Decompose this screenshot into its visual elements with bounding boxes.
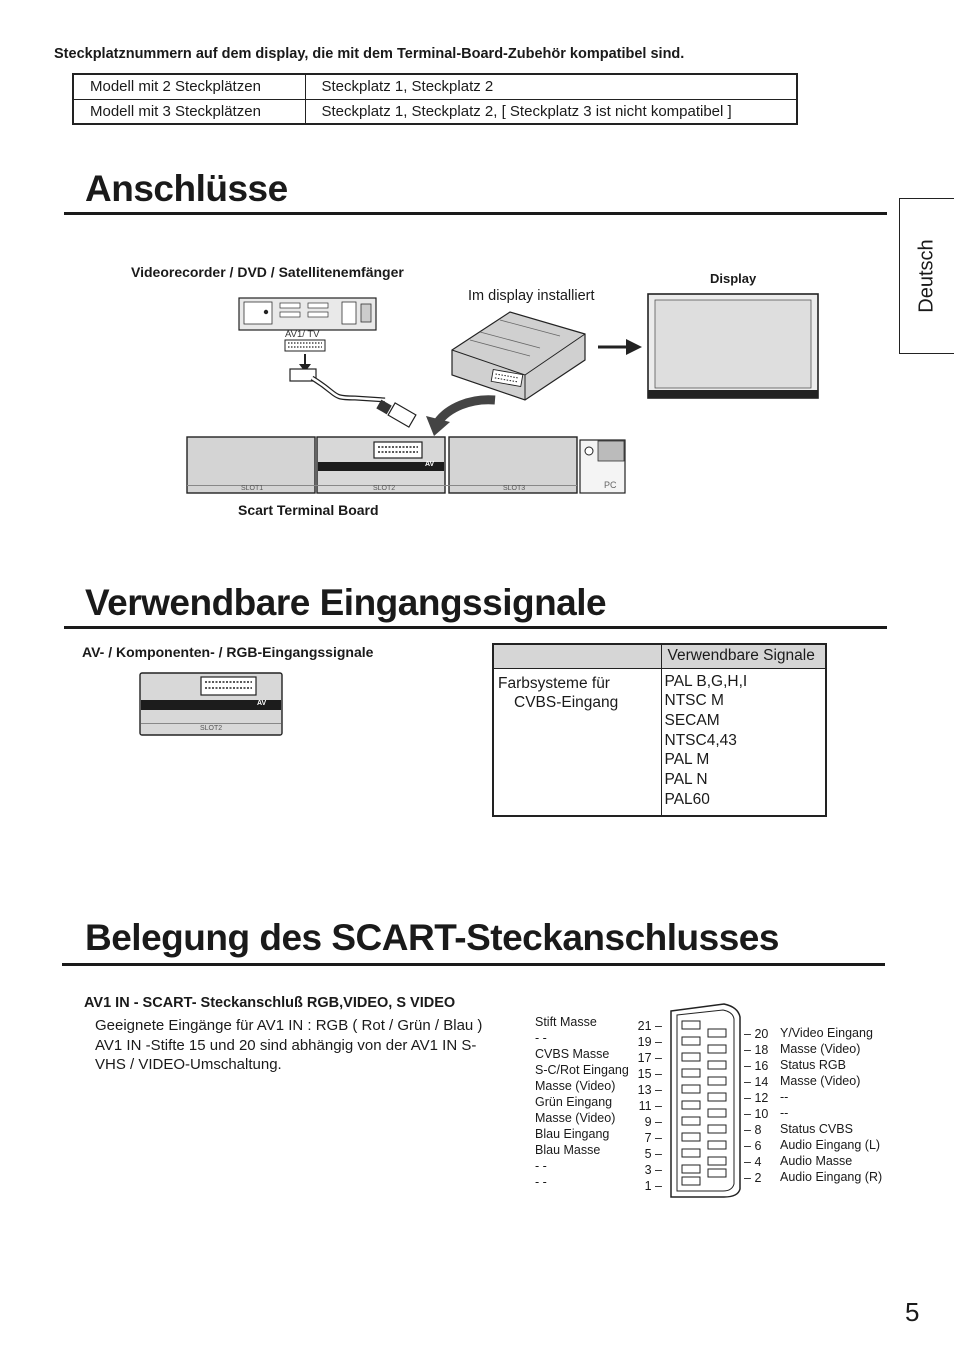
pin-number: – 12 <box>744 1091 769 1105</box>
scart-desc-line: VHS / VIDEO-Umschaltung. <box>95 1056 282 1073</box>
row-label-line2: CVBS-Eingang <box>514 693 619 711</box>
pin-label: Status RGB <box>780 1058 846 1072</box>
scart-connector-illustration <box>668 1001 744 1201</box>
pc-label: PC <box>604 480 617 490</box>
pin-number: 1 – <box>644 1179 662 1193</box>
even-pin-labels <box>780 1025 882 1185</box>
pin-label: Stift Masse <box>535 1015 597 1029</box>
language-tab-label: Deutsch <box>915 239 938 313</box>
slot3-label: SLOT3 <box>503 485 526 492</box>
pin-number: 21 – <box>637 1019 662 1033</box>
pin-label: -- <box>780 1090 789 1104</box>
slot-compatibility-table <box>72 73 798 125</box>
row-label-line1: Farbsysteme für <box>498 674 610 692</box>
section-title-scart: Belegung des SCART-Steckanschlusses <box>85 917 779 958</box>
pin-number: 13 – <box>637 1083 662 1097</box>
pin-label: Audio Eingang (L) <box>780 1138 881 1152</box>
pin-label: Masse (Video) <box>535 1079 616 1093</box>
pin-label: Status CVBS <box>780 1122 853 1136</box>
scart-desc-line: AV1 IN -Stifte 15 und 20 sind abhängig von der AV1 IN S- <box>95 1036 477 1054</box>
list-item: PAL N <box>664 771 708 789</box>
table-header-cell: Verwendbare Signale <box>661 644 826 668</box>
pin-number: – 20 <box>744 1027 769 1041</box>
section-divider <box>64 626 887 629</box>
language-tab <box>899 198 954 354</box>
pin-label: Blau Masse <box>535 1143 601 1157</box>
table-row <box>73 99 797 124</box>
pin-number: – 6 <box>744 1139 762 1153</box>
table-row <box>493 644 826 668</box>
table-row <box>73 74 797 99</box>
pin-label: -- <box>780 1106 789 1120</box>
connection-diagram <box>180 290 840 500</box>
pin-number: 7 – <box>644 1131 662 1145</box>
table-cell: Steckplatz 1, Steckplatz 2 <box>305 74 797 99</box>
pin-label: - - <box>535 1031 547 1045</box>
pin-label: CVBS Masse <box>535 1047 610 1061</box>
list-item: PAL B,G,H,I <box>664 672 748 690</box>
slot1-label: SLOT1 <box>241 485 264 492</box>
section-divider <box>62 963 885 966</box>
scart-heading: AV1 IN - SCART- Steckanschluß RGB,VIDEO, S VIDEO <box>84 995 456 1011</box>
table-cell: Modell mit 3 Steckplätzen <box>73 99 305 124</box>
odd-pin-labels <box>535 1014 629 1190</box>
section-divider <box>64 212 887 215</box>
pin-label: Masse (Video) <box>780 1042 861 1056</box>
pin-label: Masse (Video) <box>780 1074 861 1088</box>
pin-label: Audio Masse <box>780 1154 853 1168</box>
list-item: NTSC4,43 <box>664 731 737 749</box>
list-item: PAL60 <box>664 790 710 808</box>
pin-number: 17 – <box>637 1051 662 1065</box>
pin-label: S-C/Rot Eingang <box>535 1063 629 1077</box>
list-item: NTSC M <box>664 692 724 710</box>
list-item: SECAM <box>664 711 720 729</box>
pin-number: – 4 <box>744 1155 762 1169</box>
table-header-cell <box>493 644 661 668</box>
slot-label: SLOT2 <box>200 725 223 732</box>
pin-label: Grün Eingang <box>535 1095 613 1109</box>
terminal-board-illustration <box>452 312 585 400</box>
pin-number: – 14 <box>744 1075 769 1089</box>
pin-label: Blau Eingang <box>535 1127 610 1141</box>
signals-table <box>492 643 827 817</box>
slot-av-label: AV <box>257 700 267 707</box>
pin-number: 11 – <box>638 1099 662 1113</box>
signals-subtitle: AV- / Komponenten- / RGB-Eingangssignale <box>82 644 374 660</box>
table-row <box>493 668 826 816</box>
display-illustration <box>648 294 818 398</box>
table-cell: Steckplatz 1, Steckplatz 2, [ Steckplatz 3 ist nicht kompatibel ] <box>305 99 797 124</box>
scart-desc-line: Geeignete Eingänge für AV1 IN : RGB ( Rot / Grün / Blau ) <box>95 1017 483 1034</box>
board-label: Scart Terminal Board <box>238 502 379 518</box>
vcr-port-label: AV1/ TV <box>285 329 320 340</box>
pin-number: – 2 <box>744 1171 762 1185</box>
pin-label: Y/Video Eingang <box>780 1026 873 1040</box>
installed-label: Im display installiert <box>468 288 595 304</box>
scart-description <box>95 1016 515 1075</box>
vcr-label: Videorecorder / DVD / Satellitenemfänger <box>131 264 404 280</box>
pin-number: – 8 <box>744 1123 762 1137</box>
section-title-signals: Verwendbare Eingangssignale <box>85 582 607 623</box>
slot2-label: SLOT2 <box>373 485 396 492</box>
page-number: 5 <box>905 1297 920 1327</box>
display-label: Display <box>710 271 757 286</box>
pin-label: Masse (Video) <box>535 1111 616 1125</box>
pin-number: – 10 <box>744 1107 769 1121</box>
pin-number: 9 – <box>644 1115 662 1129</box>
table-cell: Modell mit 2 Steckplätzen <box>73 74 305 99</box>
pin-number: – 16 <box>744 1059 769 1073</box>
table-cell <box>661 668 826 816</box>
pin-number: 5 – <box>644 1147 662 1161</box>
table-cell <box>493 668 661 816</box>
even-pin-numbers <box>744 1026 768 1186</box>
pin-label: Audio Eingang (R) <box>780 1170 883 1184</box>
pin-number: 3 – <box>644 1163 662 1177</box>
pin-number: 15 – <box>637 1067 662 1081</box>
section-title-connections: Anschlüsse <box>85 168 288 209</box>
list-item: PAL M <box>664 751 710 769</box>
pin-label: - - <box>535 1159 547 1173</box>
pin-number: 19 – <box>637 1035 662 1049</box>
odd-pin-numbers <box>636 1018 662 1194</box>
vcr-device-illustration <box>239 298 376 330</box>
av-label: AV <box>425 461 435 468</box>
pin-label: - - <box>535 1175 547 1189</box>
intro-text: Steckplatznummern auf dem display, die mit dem Terminal-Board-Zubehör kompatibel sind. <box>54 46 685 62</box>
pin-number: – 18 <box>744 1043 769 1057</box>
